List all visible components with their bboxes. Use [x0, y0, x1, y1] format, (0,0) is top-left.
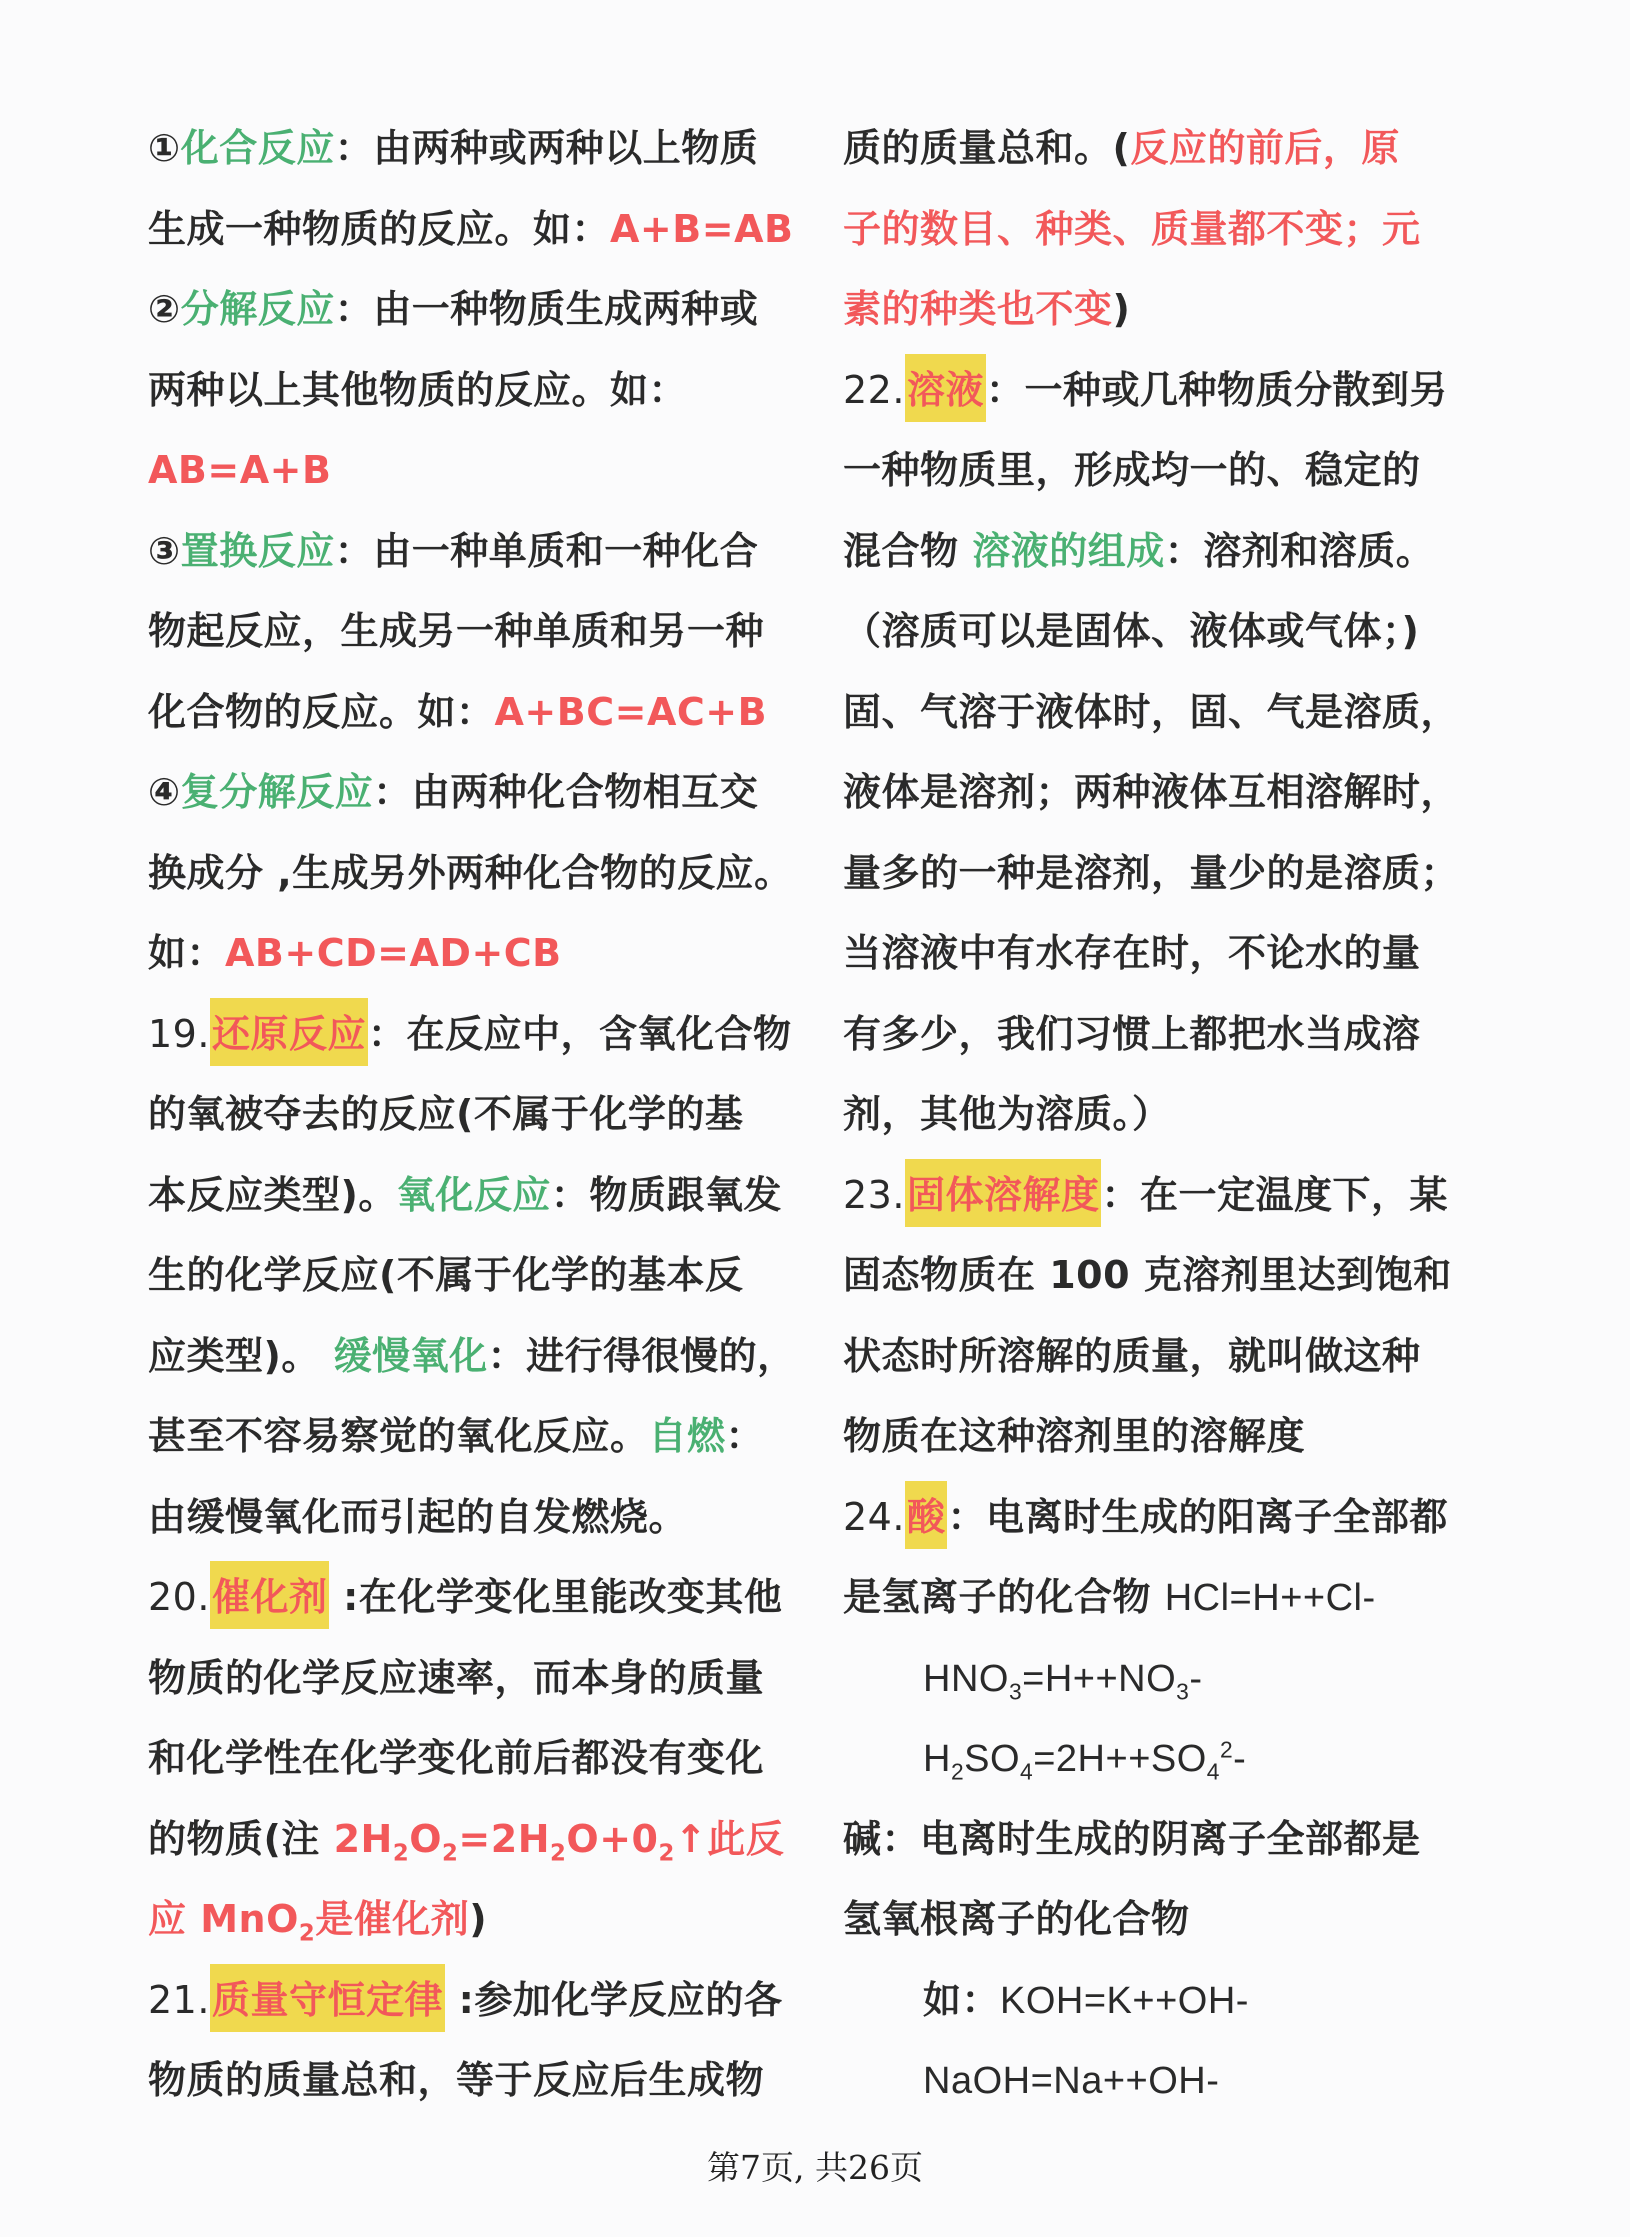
body-text: 物质在这种溶剂里的溶解度 — [843, 1414, 1306, 1458]
body-text: 如： — [923, 1977, 1001, 2022]
text-line — [843, 1074, 1523, 1155]
body-text: ：由一种物质生成两种或 — [334, 287, 759, 331]
emphasis-red: 应 MnO — [148, 1897, 299, 1941]
text-line — [148, 833, 828, 914]
emphasis-red: =2H — [458, 1816, 551, 1861]
emphasis-red: 2H — [333, 1816, 393, 1861]
body-text: ：电离时生成的阳离子全部都 — [947, 1494, 1448, 1539]
body-text: 是氢离子的化合物 — [843, 1575, 1165, 1619]
emphasis-red: 素的种类也不变 — [843, 287, 1113, 331]
body-text: 量多的一种是溶剂，量少的是溶质； — [843, 850, 1460, 895]
text-line — [843, 350, 1523, 431]
body-text: ：物质跟氧发 — [550, 1172, 782, 1217]
body-text: 的氧被夺去的反应(不属于化学的基 — [148, 1092, 744, 1136]
body-text: 固、气溶于液体时，固、气是溶质， — [843, 689, 1460, 734]
emphasis-red: 2 — [658, 1840, 675, 1867]
text-line — [148, 350, 828, 431]
text-line — [843, 108, 1523, 189]
body-text: ① — [148, 126, 181, 170]
item-number: 22. — [843, 367, 905, 412]
text-line — [843, 430, 1523, 511]
emphasis-red: 2 — [392, 1840, 410, 1867]
term-green: 氧化反应 — [396, 1172, 551, 1217]
text-line — [148, 1718, 828, 1799]
body-text: 生成一种物质的反应。如： — [148, 206, 611, 251]
body-text: 碱：电离时生成的阴离子全部都是 — [843, 1816, 1421, 1861]
body-text: ：一种或几种物质分散到另 — [985, 367, 1448, 412]
text-line — [843, 1799, 1523, 1880]
text-line — [148, 1155, 828, 1236]
body-text: ：在一定温度下，某 — [1101, 1172, 1448, 1217]
body-text: 一种物质里，形成均一的、稳定的 — [843, 448, 1421, 492]
body-text: 两种以上其他物质的反应。如： — [148, 367, 688, 412]
text-line — [843, 1316, 1523, 1397]
body-text: 液体是溶剂；两种液体互相溶解时， — [843, 770, 1460, 814]
body-text: 当溶液中有水存在时，不论水的量 — [843, 931, 1421, 975]
body-text: 固态物质在 100 克溶剂里达到饱和 — [843, 1253, 1452, 1297]
emphasis-red: 是催化剂 — [315, 1897, 470, 1941]
chemical-formula: SO — [964, 1738, 1021, 1780]
item-number: 20. — [148, 1575, 210, 1619]
text-line — [148, 1557, 828, 1638]
text-line — [843, 1477, 1523, 1558]
emphasis-red: 子的数目、种类、质量都不变；元 — [843, 206, 1421, 251]
body-text: 物质的质量总和，等于反应后生成物 — [148, 2058, 765, 2102]
text-line — [148, 2040, 828, 2121]
term-green: 溶液的组成 — [972, 528, 1165, 573]
body-text: 甚至不容易察觉的氧化反应。 — [148, 1414, 649, 1458]
text-line — [148, 672, 828, 753]
text-line — [843, 1879, 1523, 1960]
text-line — [148, 1960, 828, 2041]
text-line — [843, 1396, 1523, 1477]
body-text: ) — [1112, 287, 1131, 331]
body-text: ：进行得很慢的， — [487, 1333, 796, 1378]
text-line — [148, 1396, 828, 1477]
body-text: 和化学性在化学变化前后都没有变化 — [148, 1736, 765, 1780]
body-text: ④ — [148, 770, 181, 814]
text-line — [843, 672, 1523, 753]
body-text: ：由两种化合物相互交 — [373, 770, 759, 814]
term-green: 复分解反应 — [180, 770, 374, 814]
body-text: :在化学变化里能改变其他 — [329, 1575, 783, 1619]
body-text: （溶质可以是固体、液体或气体；) — [843, 609, 1420, 653]
body-text: 换成分 ,生成另外两种化合物的反应。 — [148, 850, 793, 895]
body-text: 的物质(注 — [148, 1816, 334, 1861]
item-number: 19. — [148, 1011, 210, 1056]
highlighted-term: 溶液 — [905, 354, 986, 422]
text-line — [843, 591, 1523, 672]
emphasis-red: O — [409, 1816, 443, 1861]
text-line — [148, 430, 828, 511]
emphasis-red: A+BC=AC+B — [494, 689, 768, 734]
text-line — [843, 1557, 1523, 1638]
text-line — [843, 2040, 1523, 2121]
body-text: 由缓慢氧化而引起的自发燃烧。 — [148, 1494, 688, 1539]
text-line — [148, 913, 828, 994]
text-line — [148, 591, 828, 672]
chemical-formula: - — [1189, 1657, 1203, 1700]
body-text: ) — [469, 1897, 488, 1941]
text-line — [843, 189, 1523, 270]
text-line — [148, 511, 828, 592]
chemical-formula: 3 — [1008, 1678, 1023, 1705]
body-text: 混合物 — [843, 528, 973, 573]
item-number: 23. — [843, 1172, 905, 1217]
text-line — [148, 1477, 828, 1558]
left-column — [148, 108, 828, 2121]
emphasis-red: 反应的前后，原 — [1130, 126, 1400, 170]
chemical-formula: 2 — [1219, 1736, 1234, 1763]
text-line — [843, 1155, 1523, 1236]
body-text: 物起反应，生成另一种单质和另一种 — [148, 609, 765, 653]
highlighted-term: 还原反应 — [210, 998, 368, 1066]
text-line — [843, 1718, 1523, 1799]
emphasis-red: AB+CD=AD+CB — [225, 931, 562, 975]
term-green: 缓慢氧化 — [333, 1333, 488, 1378]
body-text: ③ — [148, 528, 181, 573]
highlighted-term: 固体溶解度 — [905, 1159, 1102, 1227]
body-text: 物质的化学反应速率，而本身的质量 — [148, 1655, 765, 1700]
chemical-formula: H — [923, 1738, 951, 1780]
text-line — [148, 269, 828, 350]
text-line — [148, 1235, 828, 1316]
emphasis-red: 2 — [442, 1840, 459, 1867]
emphasis-red: ↑此反 — [674, 1816, 785, 1861]
text-line — [843, 994, 1523, 1075]
body-text: 本反应类型)。 — [148, 1172, 397, 1217]
body-text: 如： — [148, 931, 226, 975]
emphasis-red: A+B=AB — [610, 206, 794, 251]
body-text: 化合物的反应。如： — [148, 689, 495, 734]
item-number: 21. — [148, 1977, 210, 2022]
text-line — [843, 913, 1523, 994]
text-line — [148, 1316, 828, 1397]
text-line — [148, 108, 828, 189]
chemical-formula: =2H++SO — [1033, 1738, 1207, 1780]
emphasis-red: 2 — [298, 1920, 316, 1947]
chemical-formula: 2 — [950, 1758, 965, 1785]
term-green: 置换反应 — [180, 528, 335, 573]
text-line — [148, 1074, 828, 1155]
text-line — [843, 752, 1523, 833]
term-green: 自燃 — [648, 1414, 726, 1458]
text-line — [843, 1960, 1523, 2041]
body-text: 状态时所溶解的质量，就叫做这种 — [843, 1333, 1421, 1378]
chemical-formula: 3 — [1176, 1678, 1190, 1705]
chemical-formula: 4 — [1206, 1758, 1220, 1785]
body-text: 氢氧根离子的化合物 — [843, 1897, 1190, 1941]
body-text: ：由两种或两种以上物质 — [334, 126, 759, 170]
text-line — [843, 833, 1523, 914]
text-line — [843, 1638, 1523, 1719]
text-line — [148, 189, 828, 270]
chemical-formula: 4 — [1020, 1758, 1034, 1785]
chemical-formula: NaOH=Na++OH- — [923, 2060, 1220, 2102]
body-text: 生的化学反应(不属于化学的基本反 — [148, 1253, 744, 1297]
chemical-formula: =H++NO — [1022, 1657, 1177, 1700]
term-green: 分解反应 — [180, 287, 335, 331]
body-text: :参加化学反应的各 — [444, 1977, 783, 2022]
text-line — [148, 1879, 828, 1960]
body-text: ：在反应中，含氧化合物 — [367, 1011, 792, 1056]
chemical-formula: HCl=H++Cl- — [1164, 1577, 1376, 1619]
body-text: 剂，其他为溶质。） — [843, 1092, 1171, 1136]
emphasis-red: O+0 — [566, 1816, 659, 1861]
emphasis-red: AB=A+B — [148, 448, 332, 492]
body-text: ：溶剂和溶质。 — [1164, 528, 1435, 573]
chemical-formula: - — [1233, 1738, 1247, 1780]
right-column — [843, 108, 1523, 2121]
text-line — [148, 1638, 828, 1719]
body-text: ：由一种单质和一种化合 — [334, 528, 759, 573]
body-text: 质的质量总和。( — [843, 126, 1131, 170]
text-line — [148, 752, 828, 833]
text-line — [843, 511, 1523, 592]
highlighted-term: 质量守恒定律 — [210, 1964, 445, 2032]
body-text: ： — [725, 1414, 765, 1458]
highlighted-term: 酸 — [905, 1481, 948, 1549]
emphasis-red: 2 — [550, 1840, 567, 1867]
body-text: ② — [148, 287, 181, 331]
text-line — [148, 994, 828, 1075]
chemical-formula: KOH=K++OH- — [1000, 1979, 1249, 2022]
chemical-formula: HNO — [923, 1657, 1009, 1700]
term-green: 化合反应 — [180, 126, 335, 170]
item-number: 24. — [843, 1494, 905, 1539]
body-text: 应类型)。 — [148, 1333, 334, 1378]
highlighted-term: 催化剂 — [210, 1561, 330, 1629]
text-line — [843, 1235, 1523, 1316]
body-text: 有多少，我们习惯上都把水当成溶 — [843, 1011, 1421, 1056]
text-line — [843, 269, 1523, 350]
page-footer: 第7页, 共26页 — [707, 2148, 923, 2187]
text-line — [148, 1799, 828, 1880]
